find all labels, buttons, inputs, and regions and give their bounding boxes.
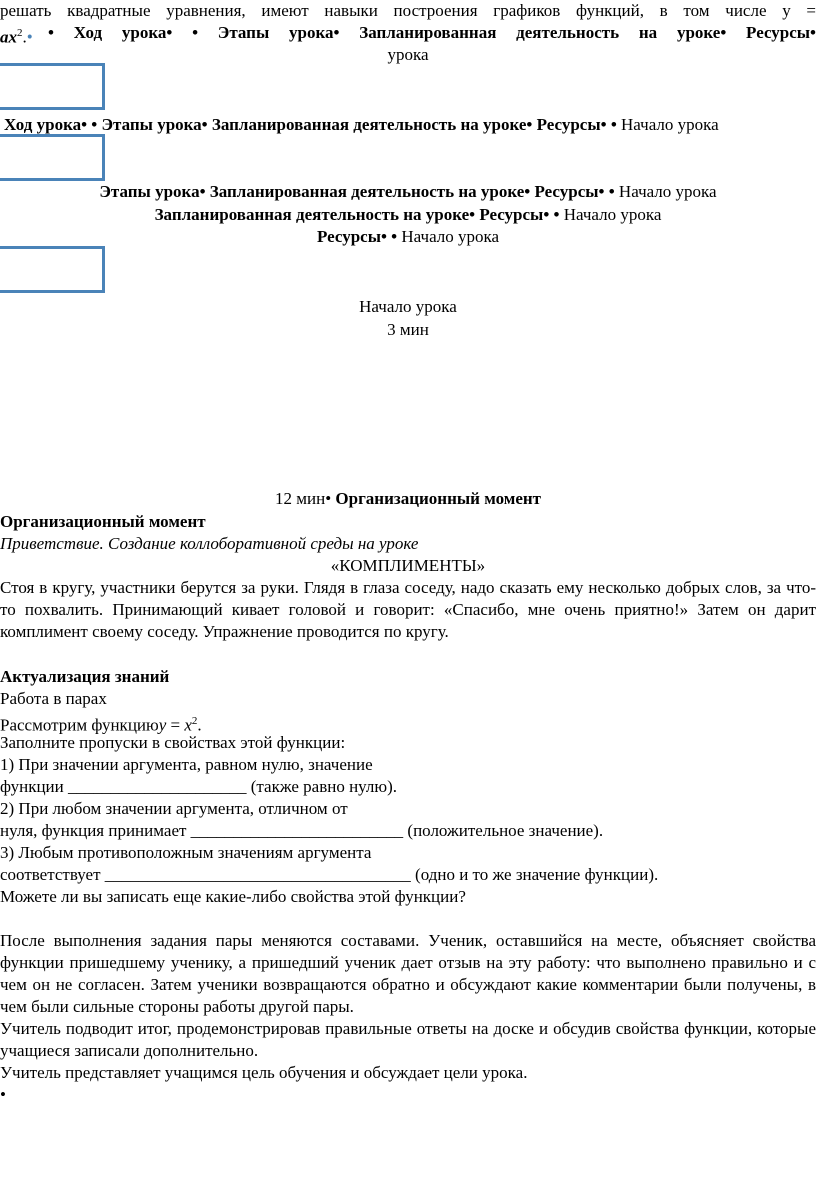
text-line: решать квадратные уравнения, имеют навыки построения графиков функций, в том числе у =: [0, 1, 816, 20]
org-paragraph: Стоя в кругу, участники берутся за руки. Глядя в глаза соседу, надо сказать ему несколько добрых слов, за что-то похвалить. Принимающий кивает головой и говорит: «Спасибо, мне очень приятно!» Затем он дарит комплимент своему соседу. Упражнение проводится по кругу.: [0, 578, 816, 641]
after-paragraph-3: Учитель представляет учащимся цель обучения и обсуждает цели урока.: [0, 1063, 528, 1082]
header-row-etapy: Этапы урока• Запланированная деятельность на уроке• Ресурсы• • Начало урока: [99, 182, 717, 201]
bullet-icon: •: [0, 1085, 6, 1104]
aktual-fill-intro: Заполните пропуски в свойствах этой функции:: [0, 733, 346, 752]
header-row-hod: Ход урока• • Этапы урока• Запланированная деятельность на уроке• Ресурсы• • Начало урока: [4, 115, 719, 134]
aktual-item-3b: соответствует ____________________________________ (одно и то же значение функции).: [0, 865, 659, 884]
text-line: урока: [387, 45, 429, 64]
header-row-plan: Запланированная деятельность на уроке• Ресурсы• • Начало урока: [154, 205, 662, 224]
org-italic: Приветствие. Создание коллоборативной среды на уроке: [0, 534, 419, 553]
aktual-item-1a: 1) При значении аргумента, равном нулю, значение: [0, 755, 373, 774]
aktual-item-2a: 2) При любом значении аргумента, отличном от: [0, 799, 348, 818]
table-cell-box: [0, 134, 105, 181]
org-heading: Организационный момент: [0, 512, 206, 531]
heading-line: • Ход урока• • Этапы урока• Запланированная деятельность на уроке• Ресурсы•: [48, 23, 816, 42]
aktual-heading: Актуализация знаний: [0, 667, 170, 686]
aktual-question: Можете ли вы записать еще какие-либо свойства этой функции?: [0, 887, 466, 906]
aktual-item-2b: нуля, функция принимает _________________________ (положительное значение).: [0, 821, 604, 840]
aktual-item-3a: 3) Любым противоположным значениям аргумента: [0, 843, 372, 862]
aktual-item-1b: функции _____________________ (также равно нулю).: [0, 777, 398, 796]
after-paragraph-2: Учитель подводит итог, продемонстрировав правильные ответы на доске и обсудив свойства функции, которые учащиеся записали дополнительно.: [0, 1019, 816, 1060]
after-paragraph-1: После выполнения задания пары меняются составами. Ученик, оставшийся на месте, объясняет свойства функции пришедшему ученику, а пришедший ученик дает отзыв на эту работу: что выполнено правильно и с чем он не согласен. Затем ученики возвращаются обратно и обсуждают какие комментарии были получены, в чем были сильные стороны работы другой пары.: [0, 931, 816, 1016]
start-time: 3 мин: [387, 320, 429, 339]
bullet-icon: •: [26, 27, 33, 47]
formula-ax2: $ax^2.•$: [0, 27, 33, 47]
org-center-title: «КОМПЛИМЕНТЫ»: [330, 556, 486, 575]
header-row-res: Ресурсы• • Начало урока: [316, 227, 500, 246]
table-cell-box: [0, 246, 105, 293]
table-cell-box: [0, 63, 105, 110]
aktual-function: Рассмотрим функциюy = $x^2$.: [0, 715, 202, 735]
org-line: 12 мин• Организационный момент: [274, 489, 542, 508]
aktual-pairs: Работа в парах: [0, 689, 107, 708]
start-title: Начало урока: [359, 297, 457, 316]
